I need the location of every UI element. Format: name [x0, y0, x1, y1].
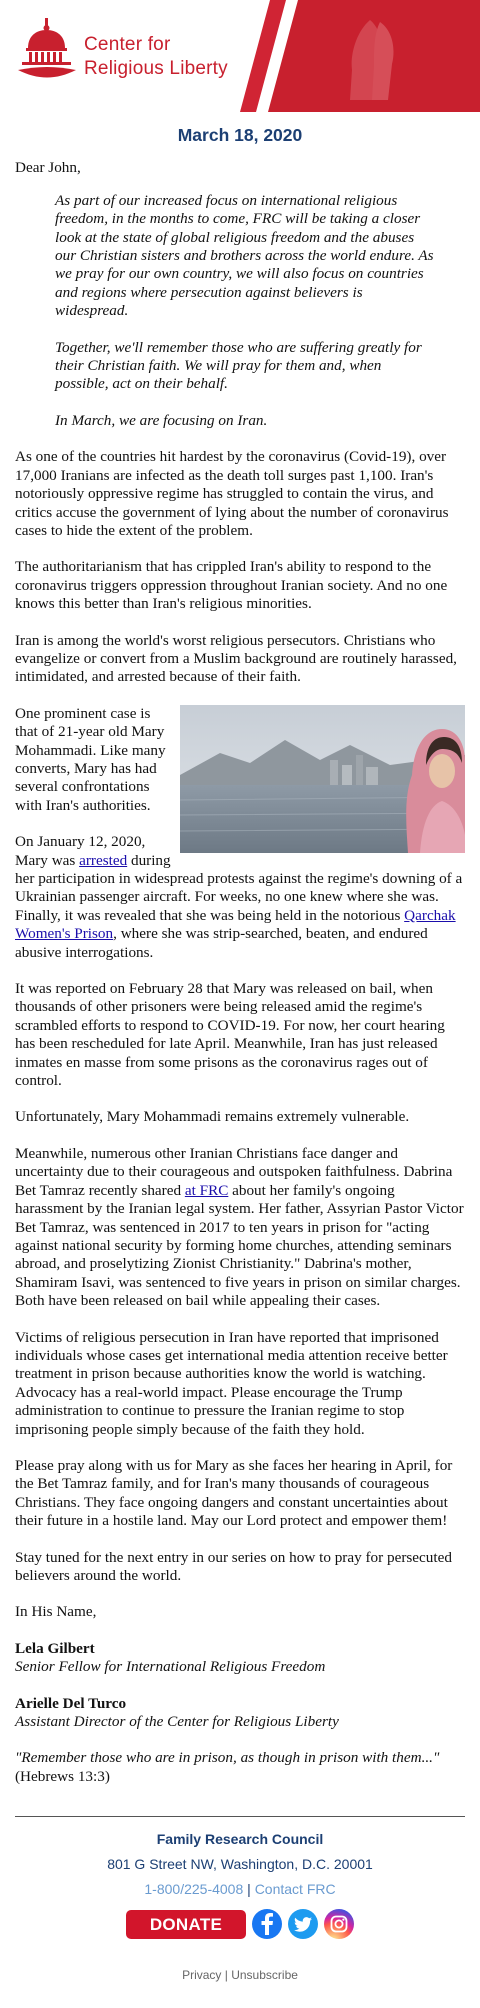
body-paragraph: Iran is among the world's worst religious persecutors. Christians who evangelize or convert from a Muslim background are routinely harassed, intimidated, and arrested because of their faith. [15, 631, 457, 686]
intro-quote-paragraph: Together, we'll remember those who are suffering greatly for their Christian faith. We will pray for them and, when possible, act on their behalf. [55, 338, 422, 393]
body-paragraph: Please pray along with us for Mary as she faces her hearing in April, for the Bet Tamraz family, and for Iran's many thousands of courageous Christians. They face ongoing dangers and constant uncertainties about their future in a hostile land. May our Lord protect and empower them! [15, 1456, 453, 1530]
signature-name: Lela Gilbert [15, 1639, 95, 1657]
closing-verse [15, 1749, 465, 1786]
header-banner [0, 0, 480, 112]
body-paragraph: Victims of religious persecution in Iran have reported that imprisoned individuals whose cases get international media attention receive better treatment in prison because authorities know the world is watching. Advocacy has a real-world impact. Please encourage the Trump administration to continue to pressure the Iranian regime to stop imprisoning people simply because of the faith they hold. [15, 1328, 448, 1438]
footer-address: 801 G Street NW, Washington, D.C. 20001 [107, 1856, 373, 1873]
body-paragraph: Meanwhile, numerous other Iranian Christians face danger and uncertainty due to their courageous and outspoken faithfulness. Dabrina Bet Tamraz recently shared at FRC about her family's ongoing harassment by the Iranian legal system. Her father, Assyrian Pastor Victor Bet Tamraz, was sentenced in 2017 to ten years in prison for "acting against national security by forming home churches, attending seminars abroad, and proselytizing Zionist Christianity." Dabrina's mother, Shamiram Isavi, was sentenced to five years in prison on similar charges. Both have been released on bail while appealing their cases. [15, 1144, 464, 1310]
logo-line-1: Center for [84, 34, 171, 55]
body-paragraph: Stay tuned for the next entry in our series on how to pray for persecuted believers around the world. [15, 1548, 452, 1584]
intro-quote-paragraph: In March, we are focusing on Iran. [55, 411, 268, 429]
signature-title: Assistant Director of the Center for Religious Liberty [15, 1713, 339, 1731]
qarchak-prison-link[interactable]: Qarchak Women's Prison [15, 906, 456, 943]
closing: In His Name, [15, 1603, 97, 1621]
footer [0, 1830, 480, 1982]
body-paragraph: One prominent case is that of 21-year old Mary Mohammadi. Like many converts, Mary has had several confrontations with Iran's authorities. [15, 704, 166, 814]
body-paragraph: The authoritarianism that has crippled Iran's ability to respond to the coronavirus triggers oppression throughout Iranian society. And no one knows this better than Iran's religious minorities. [15, 558, 448, 613]
twitter-icon[interactable] [288, 1909, 318, 1939]
privacy-link[interactable]: Privacy [182, 1968, 222, 1983]
email-body [0, 126, 480, 1786]
footer-legal-links [0, 1968, 480, 1982]
signature-name: Arielle Del Turco [15, 1694, 127, 1712]
salutation: Dear John, [15, 159, 81, 177]
verse-reference: (Hebrews 13:3) [15, 1767, 110, 1785]
body-paragraph: It was reported on February 28 that Mary was released on bail, when thousands of other prisoners were being released amid the regime's scrambled efforts to respond to COVID-19. For now, her court hearing has been rescheduled for late April. Meanwhile, Iran has just released inmates en masse from some prisons as the coronavirus rages out of control. [15, 980, 445, 1090]
instagram-icon[interactable] [324, 1909, 354, 1939]
email-date: March 18, 2020 [177, 125, 303, 145]
signature-block [15, 1640, 465, 1677]
facebook-icon[interactable] [252, 1909, 282, 1939]
capitol-dome-icon [18, 18, 76, 84]
footer-contact-line [0, 1880, 480, 1898]
arrested-link[interactable]: arrested [79, 851, 128, 869]
signature-block [15, 1695, 465, 1732]
social-row [0, 1908, 480, 1940]
donate-button[interactable]: DONATE [126, 1910, 246, 1939]
contact-frc-link[interactable]: Contact FRC [254, 1881, 336, 1898]
footer-org-name: Family Research Council [156, 1831, 324, 1848]
verse-quote: "Remember those who are in prison, as though in prison with them..." [15, 1749, 440, 1767]
footer-phone[interactable]: 1-800/225-4008 [144, 1881, 244, 1898]
logo-line-2: Religious Liberty [84, 58, 228, 79]
logo-wordmark [84, 33, 228, 81]
signature-title: Senior Fellow for International Religious Freedom [15, 1658, 326, 1676]
intro-quote [55, 192, 437, 430]
at-frc-link[interactable]: at FRC [184, 1181, 229, 1199]
body-paragraph: Unfortunately, Mary Mohammadi remains extremely vulnerable. [15, 1108, 410, 1126]
intro-quote-paragraph: As part of our increased focus on international religious freedom, in the months to come, FRC will be taking a closer look at the state of global religious freedom and the abuses our Christian sisters and brothers across the world endure. As we pray for our own country, we will also focus on countries and regions where persecution against believers is widespread. [55, 191, 434, 320]
footer-divider [15, 1816, 465, 1817]
body-paragraph: On January 12, 2020, Mary was arrested during her participation in widespread protests against the regime's downing of a Ukrainian passenger aircraft. For weeks, no one knew where she was. Finally, it was revealed that she was being held in the notorious Qarchak Women's Prison, where she was strip-searched, beaten, and endured abusive interrogations. [15, 833, 463, 961]
mary-mohammadi-photo [180, 705, 465, 853]
unsubscribe-link[interactable]: Unsubscribe [231, 1968, 298, 1983]
body-paragraph: As one of the countries hit hardest by the coronavirus (Covid-19), over 17,000 Iranians are infected as the death toll surges past 1,100. Iran's notoriously oppressive regime has struggled to contain the virus, and critics accuse the government of lying about the number of coronavirus cases to hide the extent of the problem. [15, 448, 449, 539]
footer-separator: | [247, 1881, 251, 1898]
legal-separator: | [224, 1968, 228, 1983]
